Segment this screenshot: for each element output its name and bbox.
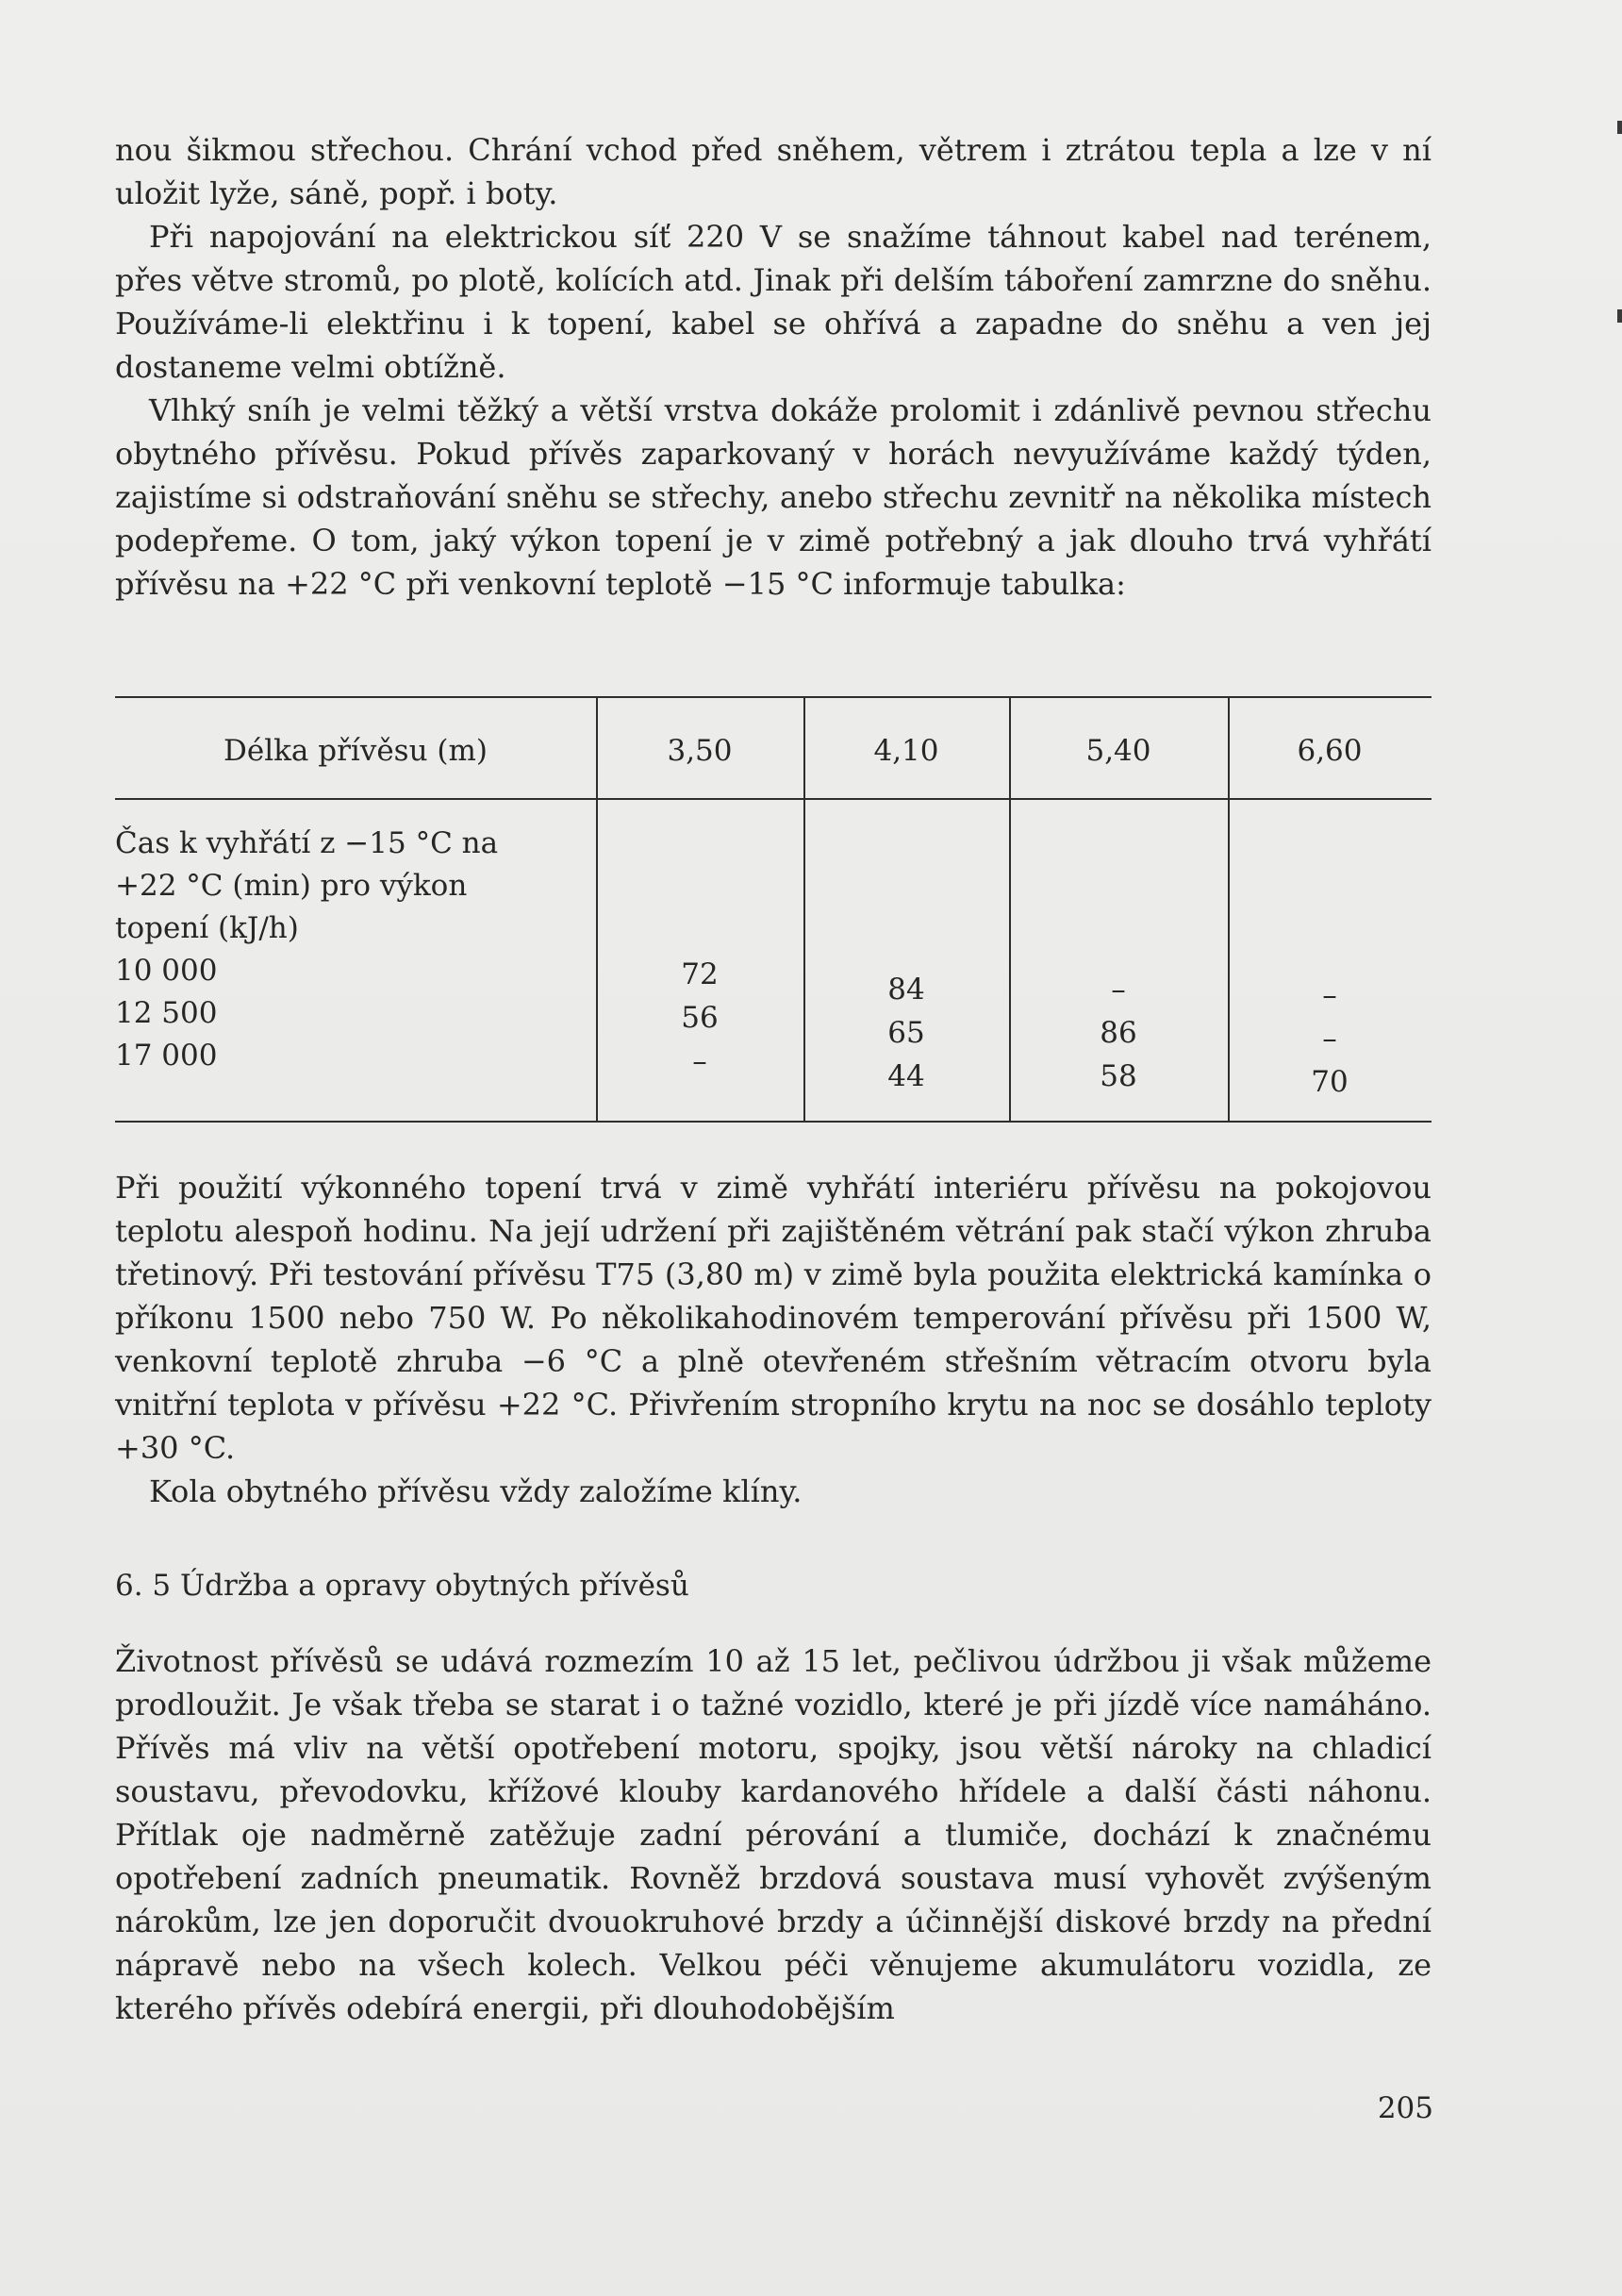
table-cell: 58 bbox=[1100, 1059, 1137, 1093]
page-edge-mark bbox=[1617, 309, 1622, 323]
table-cell: – bbox=[1111, 973, 1126, 1007]
paragraph: Životnost přívěsů se udává rozmezím 10 až 15 let, pečlivou údržbou ji však můžeme prodloužit. Je však třeba se starat i o tažné vozidlo, které je při jízdě více namáháno. Přívěs má vliv na větší opotřebení motoru, spojky, jsou větší nároky na chladicí soustavu, převodovku, křížové klouby kardanového hřídele a další části náhonu. Přítlak oje nadměrně zatěžuje zadní pérování a tlumiče, dochází k značnému opotřebení zadních pneumatik. Rovněž brzdová soustava musí vyhovět zvýšeným nárokům, lze jen doporučit dvouokruhové brzdy a účinnější diskové brzdy na přední nápravě nebo na všech kolech. Velkou péči věnujeme akumulátoru vozidla, ze kterého přívěs odebírá energii, při dlouhodobějším bbox=[115, 1643, 1432, 2026]
heating-table bbox=[115, 696, 1432, 1123]
table-cell: – bbox=[692, 1044, 707, 1078]
table-cell: 44 bbox=[887, 1059, 925, 1093]
table-cell: 56 bbox=[681, 1001, 719, 1035]
paragraph: Při napojování na elektrickou síť 220 V se snažíme táhnout kabel nad terénem, přes větve stromů, po plotě, kolících atd. Jinak při delším táboření zamrzne do sněhu. Používáme-li elektřinu i k topení, kabel se ohřívá a zapadne do sněhu a ven jej dostaneme velmi obtížně. bbox=[115, 219, 1432, 385]
table-cell: – bbox=[1322, 1022, 1337, 1056]
row-label-line: Čas k vyhřátí z −15 °C na bbox=[115, 826, 499, 860]
table-values-col-2 bbox=[803, 968, 1009, 1098]
section-heading: 6. 5 Údržba a opravy obytných přívěsů bbox=[115, 1569, 689, 1603]
table-cell: 84 bbox=[887, 973, 925, 1007]
text-block-bottom bbox=[115, 1639, 1432, 2030]
table-header-rule bbox=[115, 798, 1432, 800]
paragraph: Kola obytného přívěsu vždy založíme klíny. bbox=[149, 1473, 803, 1509]
table-row-label bbox=[115, 823, 587, 1077]
paragraph: Vlhký sníh je velmi těžký a větší vrstva dokáže prolomit i zdánlivě pevnou střechu obytného přívěsu. Pokud přívěs zaparkovaný v horách nevyužíváme každý týden, zajistíme si odstraňování sněhu se střechy, anebo střechu zevnitř na několika místech podepřeme. O tom, jaký výkon topení je v zimě potřebný a jak dlouho trvá vyhřátí přívěsu na +22 °C při venkovní teplotě −15 °C informuje tabulka: bbox=[115, 392, 1432, 602]
table-cell: – bbox=[1322, 978, 1337, 1012]
row-label-line: topení (kJ/h) bbox=[115, 911, 299, 945]
table-header-length: 3,50 bbox=[667, 734, 733, 768]
table-cell: 70 bbox=[1311, 1065, 1349, 1099]
row-label-line: +22 °C (min) pro výkon bbox=[115, 869, 468, 903]
text-block-top bbox=[115, 128, 1432, 606]
text-block-middle bbox=[115, 1166, 1432, 1513]
paragraph: nou šikmou střechou. Chrání vchod před sněhem, větrem i ztrátou tepla a lze v ní uložit lyže, sáně, popř. i boty. bbox=[115, 132, 1432, 211]
table-cell: 72 bbox=[681, 957, 719, 991]
table-header-length: 6,60 bbox=[1297, 734, 1363, 768]
table-header-label: Délka přívěsu (m) bbox=[223, 734, 488, 768]
table-cell: 65 bbox=[887, 1016, 925, 1050]
row-label-line: 10 000 bbox=[115, 954, 218, 988]
page-number: 205 bbox=[1377, 2091, 1433, 2125]
row-label-line: 17 000 bbox=[115, 1039, 218, 1073]
table-values-col-3 bbox=[1009, 968, 1228, 1098]
row-label-line: 12 500 bbox=[115, 996, 218, 1030]
table-header-length: 5,40 bbox=[1085, 734, 1151, 768]
table-cell: 86 bbox=[1100, 1016, 1137, 1050]
paragraph: Při použití výkonného topení trvá v zimě vyhřátí interiéru přívěsu na pokojovou teplotu alespoň hodinu. Na její udržení při zajištěném větrání pak stačí výkon zhruba třetinový. Při testování přívěsu T75 (3,80 m) v zimě byla použita elektrická kamínka o příkonu 1500 nebo 750 W. Po několikahodinovém temperování přívěsu při 1500 W, venkovní teplotě zhruba −6 °C a plně otevřeném střešním větracím otvoru byla vnitřní teplota v přívěsu +22 °C. Přivřením stropního krytu na noc se dosáhlo teploty +30 °C. bbox=[115, 1170, 1432, 1466]
table-header-length: 4,10 bbox=[873, 734, 939, 768]
table-values-col-4 bbox=[1228, 973, 1432, 1104]
table-values-col-1 bbox=[596, 953, 803, 1083]
page-edge-mark bbox=[1617, 121, 1622, 134]
